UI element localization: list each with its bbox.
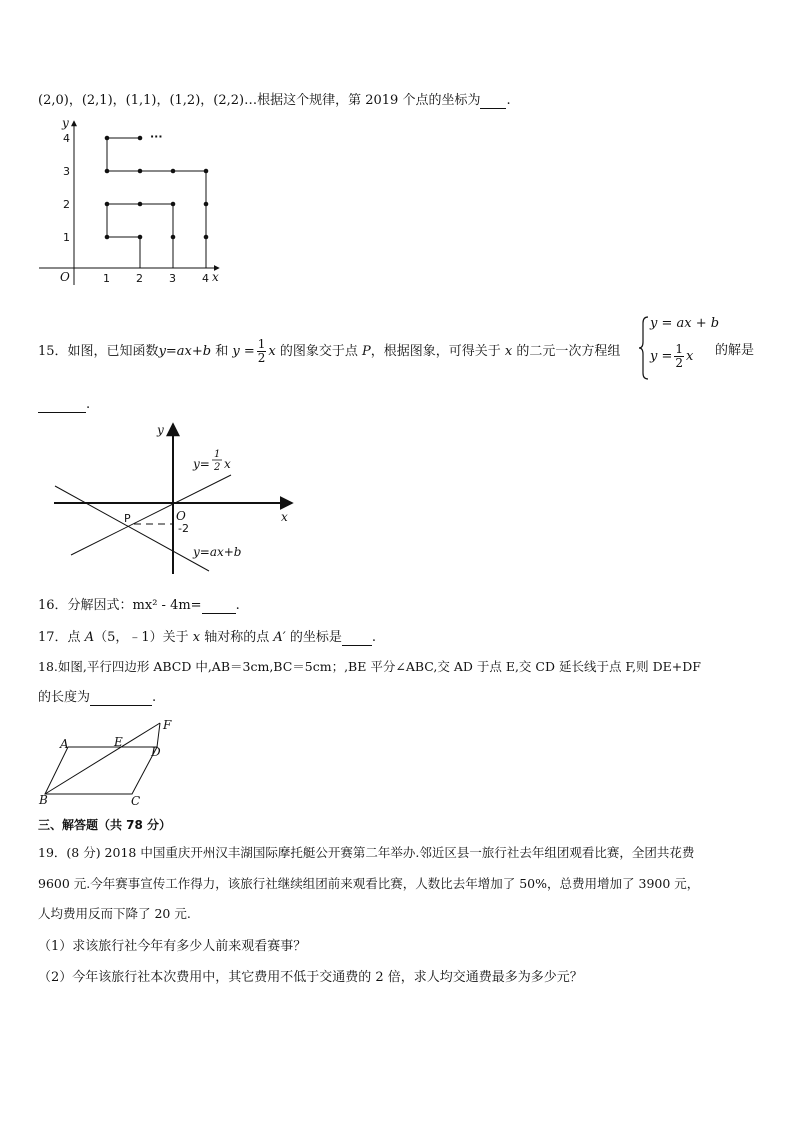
- q14-point: [204, 169, 209, 174]
- q15-fig-line1-num: 1: [214, 449, 221, 460]
- q15-frac-num: 1: [257, 337, 266, 351]
- q15-sys-frac-num: 1: [675, 342, 684, 356]
- q15-fig-line1-den: 2: [214, 462, 221, 473]
- q14-points: [105, 136, 209, 240]
- q14-point: [138, 169, 143, 174]
- q16-number: 16．: [38, 598, 68, 613]
- q17-coords: （5，﹣1）关于: [94, 630, 193, 645]
- q15-text-e: 的解是: [715, 343, 755, 358]
- q16-answer-blank[interactable]: [202, 598, 236, 614]
- q14-y-tick-3: 3: [63, 165, 70, 178]
- q14-point: [138, 235, 143, 240]
- q14-y-tick-1: 1: [63, 231, 70, 244]
- q18-label-e: E: [114, 735, 123, 749]
- q14-ellipsis: ···: [150, 130, 163, 143]
- q15-fig-line1-post: x: [224, 457, 231, 471]
- q17-x: x: [192, 630, 201, 645]
- q15-text-c: ，根据图象，可得关于: [370, 344, 505, 359]
- q17-number: 17．: [38, 630, 68, 645]
- q17-text-b: 轴对称的点: [200, 630, 274, 645]
- q17-text-a: 点: [67, 630, 85, 645]
- q15-sys-x: x: [686, 349, 694, 364]
- q18-line1: 18.如图,平行四边形 ABCD 中,AB＝3cm,BC＝5cm；,BE 平分∠ABC,交 AD 于点 E,交 CD 延长线于点 F,则 DE+DF: [38, 659, 701, 674]
- q19-line3: 人均费用反而下降了 20 元.: [38, 906, 191, 921]
- q19-line1: 19．(8 分) 2018 中国重庆开州汉丰湖国际摩托艇公开赛第二年举办.邻近区县一旅行社去年组团观看比赛，全团共花费: [38, 845, 695, 860]
- q15-text-d: 的二元一次方程组: [512, 344, 621, 359]
- q14-y-tick-4: 4: [63, 132, 70, 145]
- q15-fig-x-label: x: [281, 510, 288, 524]
- q15-sys-fraction: [674, 343, 684, 370]
- q15-fraction: [257, 338, 267, 365]
- q15-text-b: 的图象交于点: [275, 344, 362, 359]
- q14-origin-label: O: [60, 270, 70, 284]
- section-title: 三、解答题（共 78 分）: [38, 818, 172, 832]
- q16-question: [38, 594, 240, 614]
- q14-end: .: [506, 93, 511, 108]
- q14-point: [105, 202, 110, 207]
- q19-sub1: （1）求该旅行社今年有多少人前来观看赛事？: [38, 939, 307, 954]
- q15-answer-line: [38, 397, 90, 413]
- q14-x-tick-2: 2: [136, 272, 143, 285]
- q14-question: [38, 89, 511, 109]
- q15-text-a: 如图，已知函数: [67, 344, 159, 359]
- q17-question: [38, 626, 376, 646]
- q17-text-c: 的坐标是: [285, 630, 342, 645]
- q15-fig-p-label: P: [124, 512, 131, 525]
- q18-line2: [38, 686, 156, 706]
- q18-answer-blank[interactable]: [90, 690, 152, 706]
- q15-x-var-2: x: [504, 344, 513, 359]
- q15-frac-den: 2: [257, 351, 266, 365]
- q14-figure: [36, 115, 226, 290]
- q15-end: .: [86, 397, 91, 412]
- q18-figure: [36, 718, 186, 810]
- q14-point: [138, 202, 143, 207]
- q18-label-a: A: [60, 737, 69, 751]
- q14-point: [171, 169, 176, 174]
- q15-system-brace: [638, 315, 650, 381]
- q14-y-tick-2: 2: [63, 198, 70, 211]
- q14-question-text: 根据这个规律，第 2019 个点的坐标为: [257, 93, 481, 108]
- q17-end: .: [371, 630, 376, 645]
- q14-point: [204, 235, 209, 240]
- q17-point-a: A: [84, 630, 95, 645]
- q14-y-label: y: [62, 116, 69, 130]
- q15-x-var: x: [268, 344, 276, 359]
- q14-point: [105, 169, 110, 174]
- q14-point: [204, 202, 209, 207]
- q15-fig-minus2: -2: [178, 522, 189, 535]
- q15-sys-y: y =: [650, 349, 673, 364]
- q15-sys-frac-den: 2: [675, 356, 684, 370]
- q19-sub2: （2）今年该旅行社本次费用中，其它费用不低于交通费的 2 倍，求人均交通费最多为多少元？: [38, 970, 583, 985]
- q14-point-path: [107, 138, 206, 268]
- q14-answer-blank[interactable]: [480, 93, 506, 109]
- q15-fig-origin: O: [176, 509, 186, 523]
- q18-end: .: [152, 690, 157, 705]
- q15-fig-line2-label: y=ax+b: [193, 545, 242, 559]
- q18-line2-text: 的长度为: [38, 690, 91, 705]
- q15-number: 15．: [38, 344, 68, 359]
- q14-points: (2,0)，(2,1)，(1,1)，(1,2)，(2,2)…: [38, 93, 258, 108]
- q17-answer-blank[interactable]: [342, 630, 372, 646]
- q16-end: .: [235, 598, 240, 613]
- q14-x-tick-4: 4: [202, 272, 209, 285]
- q14-x-label: x: [212, 270, 219, 284]
- q15-system-line1: y = ax + b: [650, 316, 720, 331]
- q15-fig-line1-pre: y=: [193, 457, 210, 471]
- q15-figure: [52, 420, 302, 578]
- q15-func-ab: y=ax+b: [158, 344, 212, 359]
- q18-label-f: F: [163, 718, 172, 732]
- q18-label-b: B: [39, 793, 48, 807]
- q18-label-c: C: [131, 794, 141, 808]
- q14-point: [171, 202, 176, 207]
- q18-line-df: [157, 723, 160, 747]
- q15-point-p: P: [362, 344, 371, 359]
- q16-text: 分解因式：mx² - 4m=: [67, 598, 202, 613]
- q14-x-tick-3: 3: [169, 272, 176, 285]
- q14-point: [105, 136, 110, 141]
- q14-point: [138, 136, 143, 141]
- q15-answer-blank[interactable]: [38, 397, 86, 413]
- q15-question: [38, 338, 620, 365]
- q15-system-line2: [650, 343, 693, 370]
- q15-line-half-x: [71, 475, 231, 555]
- q18-parallelogram: [45, 747, 157, 794]
- q14-x-tick-1: 1: [103, 272, 110, 285]
- q18-label-d: D: [151, 745, 161, 759]
- q19-line2: 9600 元.今年赛事宣传工作得力，该旅行社继续组团前来观看比赛，人数比去年增加了 50%，总费用增加了 3900 元，: [38, 876, 700, 891]
- q14-point: [171, 235, 176, 240]
- q14-point: [105, 235, 110, 240]
- q15-y-eq: y =: [232, 344, 255, 359]
- q17-point-a-prime: A′: [273, 630, 286, 645]
- q15-text-and: 和: [211, 344, 233, 359]
- q15-fig-y-label: y: [157, 423, 164, 437]
